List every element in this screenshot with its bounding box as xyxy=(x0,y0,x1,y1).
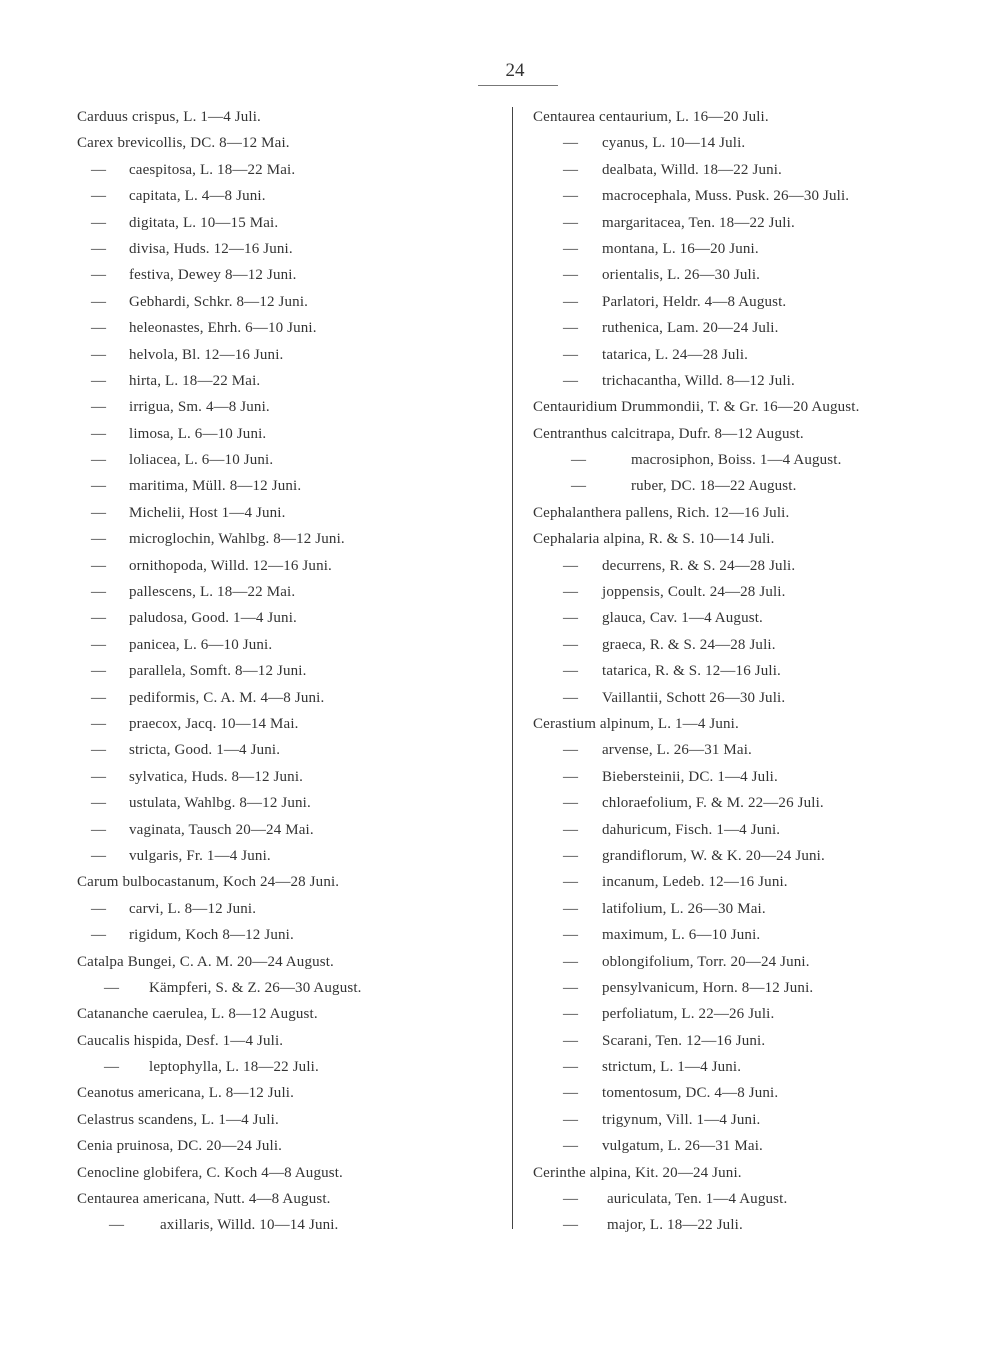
column-divider xyxy=(512,107,513,1229)
entry-text: Cephalanthera pallens, Rich. 12—16 Juli. xyxy=(533,504,790,521)
ditto-dash: — xyxy=(91,689,107,706)
entry-text: Biebersteinii, DC. 1—4 Juli. xyxy=(602,768,778,785)
species-entry xyxy=(533,764,973,790)
ditto-dash: — xyxy=(563,847,579,864)
ditto-dash: — xyxy=(563,874,579,891)
ditto-dash: — xyxy=(91,557,107,574)
ditto-dash: — xyxy=(91,267,107,284)
entry-text: Kämpferi, S. & Z. 26—30 August. xyxy=(149,979,362,996)
ditto-dash: — xyxy=(563,346,579,363)
entry-text: orientalis, L. 26—30 Juli. xyxy=(602,267,761,284)
genus-entry xyxy=(533,1160,973,1186)
species-entry xyxy=(533,342,973,368)
species-entry xyxy=(77,526,497,552)
ditto-dash: — xyxy=(563,293,579,310)
species-entry xyxy=(77,975,497,1001)
entry-text: leptophylla, L. 18—22 Juli. xyxy=(149,1059,319,1076)
entry-text: grandiflorum, W. & K. 20—24 Juni. xyxy=(602,847,825,864)
entry-text: macrosiphon, Boiss. 1—4 August. xyxy=(631,452,842,469)
entry-text: arvense, L. 26—31 Mai. xyxy=(602,742,752,759)
species-entry xyxy=(77,500,497,526)
ditto-dash: — xyxy=(91,320,107,337)
entry-text: sylvatica, Huds. 8—12 Juni. xyxy=(129,768,304,785)
species-entry xyxy=(77,817,497,843)
ditto-dash: — xyxy=(563,240,579,257)
entry-text: Cephalaria alpina, R. & S. 10—14 Juli. xyxy=(533,531,775,548)
entry-text: paludosa, Good. 1—4 Juni. xyxy=(129,610,297,627)
entry-text: capitata, L. 4—8 Juni. xyxy=(129,188,266,205)
entry-text: chloraefolium, F. & M. 22—26 Juli. xyxy=(602,795,824,812)
ditto-dash: — xyxy=(91,847,107,864)
entry-text: strictum, L. 1—4 Juni. xyxy=(602,1059,742,1076)
ditto-dash: — xyxy=(91,584,107,601)
entry-text: decurrens, R. & S. 24—28 Juli. xyxy=(602,557,796,574)
species-entry xyxy=(77,922,497,948)
species-entry xyxy=(533,1186,973,1212)
ditto-dash: — xyxy=(563,584,579,601)
entry-text: Centaurea americana, Nutt. 4—8 August. xyxy=(77,1191,331,1208)
genus-entry xyxy=(533,394,973,420)
entry-text: dealbata, Willd. 18—22 Juni. xyxy=(602,161,782,178)
species-entry xyxy=(533,289,973,315)
species-entry xyxy=(533,1054,973,1080)
entry-text: parallela, Somft. 8—12 Juni. xyxy=(129,663,307,680)
entry-text: trigynum, Vill. 1—4 Juni. xyxy=(602,1111,761,1128)
entry-text: rigidum, Koch 8—12 Juni. xyxy=(129,927,294,944)
entry-text: pensylvanicum, Horn. 8—12 Juni. xyxy=(602,979,814,996)
species-entry xyxy=(77,447,497,473)
ditto-dash: — xyxy=(563,372,579,389)
entry-text: Ceanotus americana, L. 8—12 Juli. xyxy=(77,1085,294,1102)
species-entry xyxy=(533,210,973,236)
ditto-dash: — xyxy=(91,214,107,231)
entry-text: montana, L. 16—20 Juni. xyxy=(602,240,759,257)
ditto-dash: — xyxy=(563,900,579,917)
species-entry xyxy=(77,1054,497,1080)
ditto-dash: — xyxy=(563,795,579,812)
species-entry xyxy=(77,342,497,368)
entry-text: tatarica, L. 24—28 Juli. xyxy=(602,346,749,363)
species-entry xyxy=(533,262,973,288)
entry-text: Gebhardi, Schkr. 8—12 Juni. xyxy=(129,293,309,310)
genus-entry xyxy=(77,1186,497,1212)
ditto-dash: — xyxy=(563,768,579,785)
species-entry xyxy=(77,843,497,869)
entry-text: Vaillantii, Schott 26—30 Juli. xyxy=(602,689,786,706)
ditto-dash: — xyxy=(563,821,579,838)
entry-text: carvi, L. 8—12 Juni. xyxy=(129,900,257,917)
ditto-dash: — xyxy=(563,953,579,970)
entry-text: stricta, Good. 1—4 Juni. xyxy=(129,742,281,759)
species-entry xyxy=(533,130,973,156)
entry-text: hirta, L. 18—22 Mai. xyxy=(129,372,261,389)
species-entry xyxy=(77,236,497,262)
entry-text: incanum, Ledeb. 12—16 Juni. xyxy=(602,874,788,891)
ditto-dash: — xyxy=(91,372,107,389)
species-entry xyxy=(533,922,973,948)
entry-text: latifolium, L. 26—30 Mai. xyxy=(602,900,766,917)
genus-entry xyxy=(533,421,973,447)
species-entry xyxy=(533,1001,973,1027)
species-entry xyxy=(533,315,973,341)
ditto-dash: — xyxy=(91,346,107,363)
ditto-dash: — xyxy=(91,504,107,521)
entry-text: pediformis, C. A. M. 4—8 Juni. xyxy=(129,689,325,706)
ditto-dash: — xyxy=(563,610,579,627)
entry-text: Centranthus calcitrapa, Dufr. 8—12 August. xyxy=(533,425,804,442)
species-entry xyxy=(533,1107,973,1133)
species-entry xyxy=(533,790,973,816)
entry-text: Cenia pruinosa, DC. 20—24 Juli. xyxy=(77,1138,283,1155)
species-entry xyxy=(533,896,973,922)
genus-entry xyxy=(77,1160,497,1186)
species-entry xyxy=(533,236,973,262)
entry-text: Catalpa Bungei, C. A. M. 20—24 August. xyxy=(77,953,334,970)
ditto-dash: — xyxy=(91,715,107,732)
genus-entry xyxy=(77,869,497,895)
species-entry xyxy=(77,157,497,183)
ditto-dash: — xyxy=(91,293,107,310)
species-entry xyxy=(533,975,973,1001)
ditto-dash: — xyxy=(91,610,107,627)
entry-text: Scarani, Ten. 12—16 Juni. xyxy=(602,1032,766,1049)
ditto-dash: — xyxy=(563,663,579,680)
entry-text: caespitosa, L. 18—22 Mai. xyxy=(129,161,296,178)
genus-entry xyxy=(77,1028,497,1054)
entry-text: microglochin, Wahlbg. 8—12 Juni. xyxy=(129,531,345,548)
entry-text: Centauridium Drummondii, T. & Gr. 16—20 August. xyxy=(533,399,860,416)
entry-text: Catananche caerulea, L. 8—12 August. xyxy=(77,1006,318,1023)
entry-text: trichacantha, Willd. 8—12 Juli. xyxy=(602,372,795,389)
entry-text: tatarica, R. & S. 12—16 Juli. xyxy=(602,663,781,680)
ditto-dash: — xyxy=(563,742,579,759)
ditto-dash: — xyxy=(104,1059,120,1076)
entry-text: Michelii, Host 1—4 Juni. xyxy=(129,504,286,521)
entry-text: praecox, Jacq. 10—14 Mai. xyxy=(129,715,299,732)
ditto-dash: — xyxy=(563,927,579,944)
species-entry xyxy=(533,1133,973,1159)
genus-entry xyxy=(77,104,497,130)
entry-text: Carduus crispus, L. 1—4 Juli. xyxy=(77,109,261,125)
species-entry xyxy=(533,473,973,499)
ditto-dash: — xyxy=(91,399,107,416)
entry-text: Cerastium alpinum, L. 1—4 Juni. xyxy=(533,715,739,732)
species-entry xyxy=(77,394,497,420)
entry-text: major, L. 18—22 Juli. xyxy=(607,1217,743,1234)
species-entry xyxy=(77,685,497,711)
entry-text: digitata, L. 10—15 Mai. xyxy=(129,214,279,231)
entry-text: auriculata, Ten. 1—4 August. xyxy=(607,1191,788,1208)
ditto-dash: — xyxy=(563,161,579,178)
entry-text: graeca, R. & S. 24—28 Juli. xyxy=(602,636,776,653)
entry-text: dahuricum, Fisch. 1—4 Juni. xyxy=(602,821,781,838)
entry-text: ornithopoda, Willd. 12—16 Juni. xyxy=(129,557,332,574)
species-entry xyxy=(533,605,973,631)
entry-text: maritima, Müll. 8—12 Juni. xyxy=(129,478,302,495)
genus-entry xyxy=(533,526,973,552)
entry-text: festiva, Dewey 8—12 Juni. xyxy=(129,267,297,284)
species-entry xyxy=(77,473,497,499)
species-entry xyxy=(533,949,973,975)
ditto-dash: — xyxy=(563,1006,579,1023)
entry-text: vaginata, Tausch 20—24 Mai. xyxy=(129,821,314,838)
entry-text: Celastrus scandens, L. 1—4 Juli. xyxy=(77,1111,279,1128)
ditto-dash: — xyxy=(563,1032,579,1049)
entry-text: tomentosum, DC. 4—8 Juni. xyxy=(602,1085,779,1102)
ditto-dash: — xyxy=(563,1217,579,1234)
ditto-dash: — xyxy=(91,795,107,812)
species-entry xyxy=(77,1212,497,1238)
ditto-dash: — xyxy=(91,636,107,653)
species-entry xyxy=(533,553,973,579)
left-column xyxy=(77,104,497,1239)
species-entry xyxy=(533,157,973,183)
ditto-dash: — xyxy=(91,927,107,944)
species-entry xyxy=(77,368,497,394)
entry-text: maximum, L. 6—10 Juni. xyxy=(602,927,761,944)
ditto-dash: — xyxy=(563,267,579,284)
entry-text: glauca, Cav. 1—4 August. xyxy=(602,610,763,627)
entry-text: axillaris, Willd. 10—14 Juni. xyxy=(160,1217,339,1234)
genus-entry xyxy=(77,949,497,975)
entry-text: divisa, Huds. 12—16 Juni. xyxy=(129,240,293,257)
species-entry xyxy=(533,658,973,684)
ditto-dash: — xyxy=(91,768,107,785)
ditto-dash: — xyxy=(563,1111,579,1128)
entry-text: ruthenica, Lam. 20—24 Juli. xyxy=(602,320,779,337)
species-entry xyxy=(77,632,497,658)
ditto-dash: — xyxy=(563,135,579,152)
entry-text: irrigua, Sm. 4—8 Juni. xyxy=(129,399,270,416)
entry-text: perfoliatum, L. 22—26 Juli. xyxy=(602,1006,775,1023)
entry-text: Caucalis hispida, Desf. 1—4 Juli. xyxy=(77,1032,284,1049)
species-entry xyxy=(77,315,497,341)
species-entry xyxy=(533,579,973,605)
ditto-dash: — xyxy=(563,214,579,231)
species-entry xyxy=(77,711,497,737)
entry-text: ustulata, Wahlbg. 8—12 Juni. xyxy=(129,795,311,812)
ditto-dash: — xyxy=(109,1217,125,1234)
entry-text: vulgatum, L. 26—31 Mai. xyxy=(602,1138,763,1155)
entry-text: pallescens, L. 18—22 Mai. xyxy=(129,584,296,601)
ditto-dash: — xyxy=(563,557,579,574)
ditto-dash: — xyxy=(91,240,107,257)
page-number-rule xyxy=(478,85,558,86)
species-entry xyxy=(77,737,497,763)
entry-text: oblongifolium, Torr. 20—24 Juni. xyxy=(602,953,810,970)
ditto-dash: — xyxy=(91,161,107,178)
entry-text: loliacea, L. 6—10 Juni. xyxy=(129,452,274,469)
genus-entry xyxy=(77,1107,497,1133)
entry-text: margaritacea, Ten. 18—22 Juli. xyxy=(602,214,795,231)
species-entry xyxy=(77,658,497,684)
ditto-dash: — xyxy=(563,320,579,337)
entry-text: vulgaris, Fr. 1—4 Juni. xyxy=(129,847,271,864)
ditto-dash: — xyxy=(91,425,107,442)
ditto-dash: — xyxy=(104,979,120,996)
species-entry xyxy=(77,790,497,816)
species-entry xyxy=(533,183,973,209)
ditto-dash: — xyxy=(571,478,587,495)
species-entry xyxy=(533,685,973,711)
ditto-dash: — xyxy=(91,821,107,838)
entry-text: Carex brevicollis, DC. 8—12 Mai. xyxy=(77,135,290,152)
species-entry xyxy=(77,579,497,605)
species-entry xyxy=(77,262,497,288)
genus-entry xyxy=(533,104,973,130)
entry-text: panicea, L. 6—10 Juni. xyxy=(129,636,273,653)
right-column xyxy=(533,104,973,1239)
species-entry xyxy=(77,210,497,236)
ditto-dash: — xyxy=(91,452,107,469)
ditto-dash: — xyxy=(563,689,579,706)
genus-entry xyxy=(77,1080,497,1106)
ditto-dash: — xyxy=(91,478,107,495)
genus-entry xyxy=(533,500,973,526)
ditto-dash: — xyxy=(563,1085,579,1102)
ditto-dash: — xyxy=(91,188,107,205)
entry-text: Centaurea centaurium, L. 16—20 Juli. xyxy=(533,109,769,125)
species-entry xyxy=(533,447,973,473)
entry-text: macrocephala, Muss. Pusk. 26—30 Juli. xyxy=(602,188,850,205)
entry-text: Cerinthe alpina, Kit. 20—24 Juni. xyxy=(533,1164,742,1181)
species-entry xyxy=(77,421,497,447)
species-entry xyxy=(533,843,973,869)
species-entry xyxy=(533,869,973,895)
ditto-dash: — xyxy=(563,1059,579,1076)
ditto-dash: — xyxy=(563,979,579,996)
ditto-dash: — xyxy=(563,636,579,653)
entry-text: joppensis, Coult. 24—28 Juli. xyxy=(602,584,786,601)
species-entry xyxy=(77,605,497,631)
entry-text: Carum bulbocastanum, Koch 24—28 Juni. xyxy=(77,874,340,891)
entry-text: cyanus, L. 10—14 Juli. xyxy=(602,135,746,152)
ditto-dash: — xyxy=(563,1138,579,1155)
ditto-dash: — xyxy=(91,531,107,548)
genus-entry xyxy=(533,711,973,737)
entry-text: Parlatori, Heldr. 4—8 August. xyxy=(602,293,787,310)
species-entry xyxy=(533,817,973,843)
species-entry xyxy=(77,896,497,922)
entry-text: Cenocline globifera, C. Koch 4—8 August. xyxy=(77,1164,343,1181)
ditto-dash: — xyxy=(91,742,107,759)
species-entry xyxy=(533,368,973,394)
species-entry xyxy=(77,553,497,579)
ditto-dash: — xyxy=(91,663,107,680)
ditto-dash: — xyxy=(563,1191,579,1208)
entry-text: limosa, L. 6—10 Juni. xyxy=(129,425,267,442)
page-number: 24 xyxy=(505,60,525,81)
genus-entry xyxy=(77,1133,497,1159)
species-entry xyxy=(533,1028,973,1054)
ditto-dash: — xyxy=(91,900,107,917)
species-entry xyxy=(533,1212,973,1238)
species-entry xyxy=(77,289,497,315)
entry-text: ruber, DC. 18—22 August. xyxy=(631,478,797,495)
species-entry xyxy=(77,183,497,209)
species-entry xyxy=(77,764,497,790)
ditto-dash: — xyxy=(563,188,579,205)
species-entry xyxy=(533,737,973,763)
entry-text: helvola, Bl. 12—16 Juni. xyxy=(129,346,284,363)
species-entry xyxy=(533,1080,973,1106)
entry-text: heleonastes, Ehrh. 6—10 Juni. xyxy=(129,320,317,337)
ditto-dash: — xyxy=(571,452,587,469)
genus-entry xyxy=(77,130,497,156)
genus-entry xyxy=(77,1001,497,1027)
species-entry xyxy=(533,632,973,658)
